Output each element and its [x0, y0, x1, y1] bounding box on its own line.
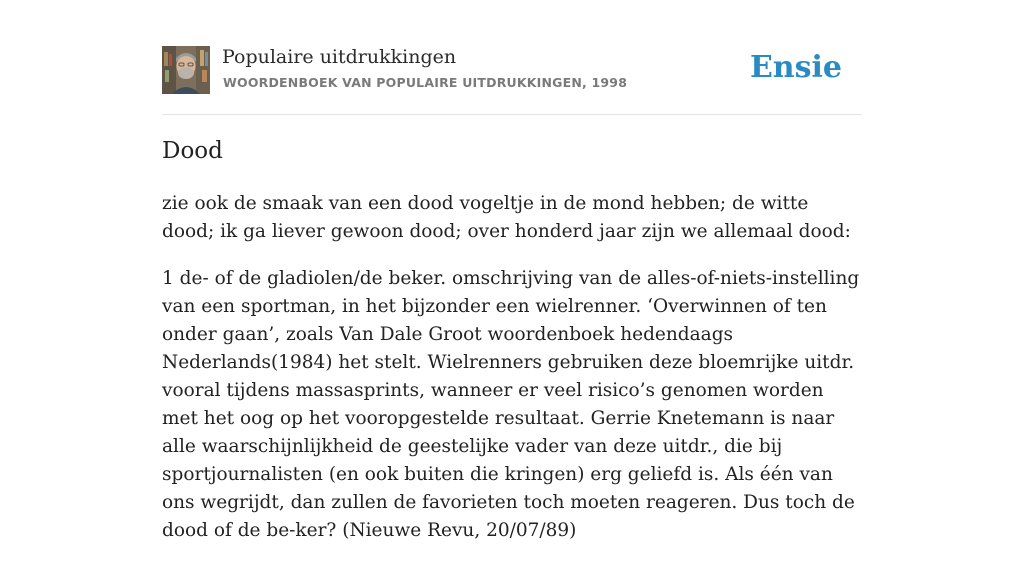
source-title[interactable]: Populaire uitdrukkingen — [222, 46, 457, 68]
ensie-logo[interactable]: Ensie — [749, 50, 842, 85]
entry-body — [162, 190, 862, 564]
entry-paragraph: 1 de- of de gladiolen/de beker. omschrijving van de alles-of-niets-instelling van een sportman, in het bijzonder een wielrenner. ‘Overwinnen of ten onder gaan’, zoals Van Dale Groot woordenboek hedendaags Nederlands(1984) het stelt. Wielrenners gebruiken deze bloemrijke uitdr. vooral tijdens massasprints, wanneer er veel risico’s genomen worden met het oog op het vooropgestelde resultaat. Gerrie Knetemann is naar alle waarschijnlijkheid de geestelijke vader van deze uitdr., die bij sportjournalisten (en ook buiten die kringen) erg geliefd is. Als één van ons wegrijdt, dan zullen de favorieten toch moeten reageren. Dus toch de dood of de be-ker? (Nieuwe Revu, 20/07/89) — [162, 268, 860, 541]
entry-paragraph: zie ook de smaak van een dood vogeltje in de mond hebben; de witte dood; ik ga liever gewoon dood; over honderd jaar zijn we allemaal dood: — [162, 193, 851, 242]
source-subtitle: WOORDENBOEK VAN POPULAIRE UITDRUKKINGEN, 1998 — [223, 75, 628, 90]
entry-title: Dood — [162, 138, 223, 164]
avatar-image — [162, 46, 210, 94]
source-header — [162, 46, 862, 115]
person-portrait-icon[interactable] — [162, 46, 210, 94]
